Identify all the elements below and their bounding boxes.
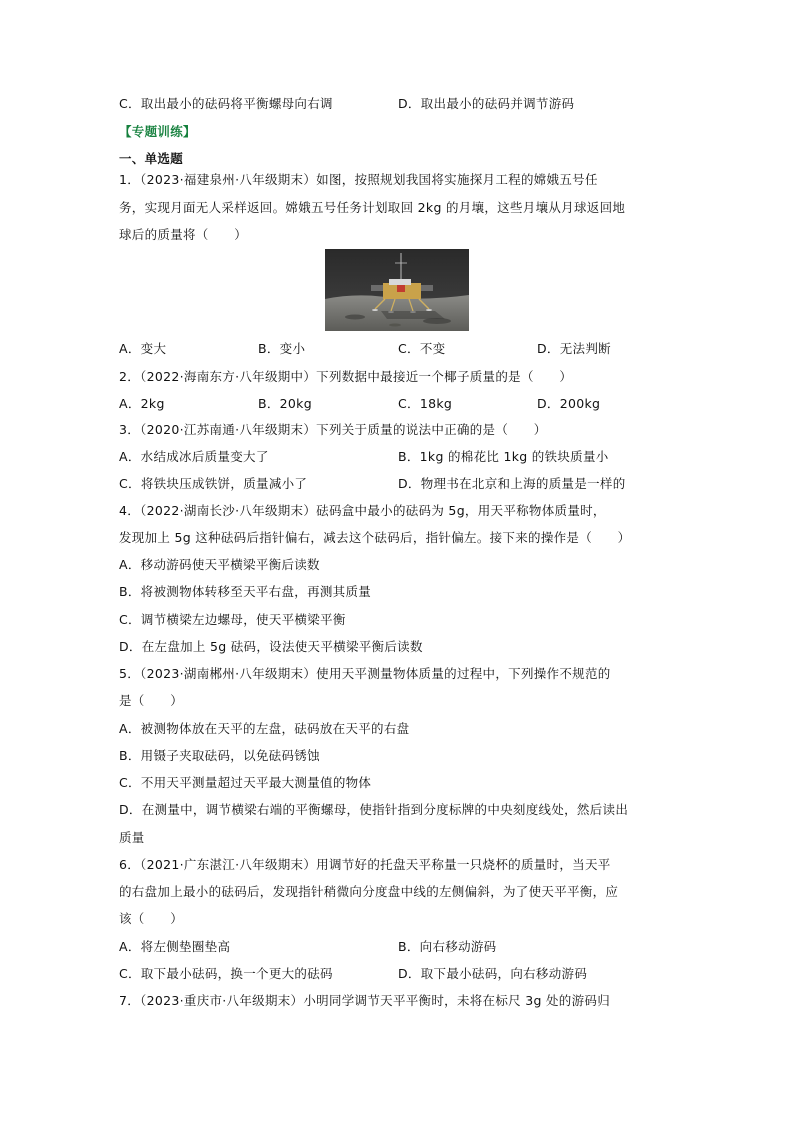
q3-option-c: C．将铁块压成铁饼，质量减小了 bbox=[119, 476, 308, 491]
q1-option-d: D．无法判断 bbox=[537, 341, 611, 356]
q5-line-1: 5．（2023·湖南郴州·八年级期末）使用天平测量物体质量的过程中，下列操作不规范的 bbox=[119, 666, 611, 681]
q3-stem: 3．（2020·江苏南通·八年级期末）下列关于质量的说法中正确的是（ ） bbox=[119, 422, 547, 437]
q7-line-1: 7．（2023·重庆市·八年级期末）小明同学调节天平平衡时，未将在标尺 3g 处的游码归 bbox=[119, 993, 610, 1008]
q4-option-b: B．将被测物体转移至天平右盘，再测其质量 bbox=[119, 584, 372, 599]
q3-option-d: D．物理书在北京和上海的质量是一样的 bbox=[398, 476, 626, 491]
section-title: 一、单选题 bbox=[119, 151, 184, 166]
q4-option-c: C．调节横梁左边螺母，使天平横梁平衡 bbox=[119, 612, 346, 627]
q1-line-3: 球后的质量将（ ） bbox=[119, 227, 248, 242]
option-d: D．取出最小的砝码并调节游码 bbox=[398, 96, 575, 111]
q1-option-c: C．不变 bbox=[398, 341, 446, 356]
q4-line-1: 4．（2022·湖南长沙·八年级期末）砝码盒中最小的砝码为 5g，用天平称物体质量时， bbox=[119, 503, 606, 518]
q6-line-2: 的右盘加上最小的砝码后，发现指针稍微向分度盘中线的左侧偏斜，为了使天平平衡，应 bbox=[119, 884, 619, 899]
q5-option-a: A．被测物体放在天平的左盘，砝码放在天平的右盘 bbox=[119, 721, 410, 736]
q2-option-b: B．20kg bbox=[258, 396, 312, 411]
lunar-lander-illustration bbox=[325, 249, 469, 331]
q2-option-d: D．200kg bbox=[537, 396, 601, 411]
q5-option-d-cont: 质量 bbox=[119, 830, 145, 845]
q4-option-d: D．在左盘加上 5g 砝码，设法使天平横梁平衡后读数 bbox=[119, 639, 423, 654]
q1-line-1: 1．（2023·福建泉州·八年级期末）如图，按照规划我国将实施探月工程的嫦娥五号任 bbox=[119, 172, 598, 187]
q6-line-3: 该（ ） bbox=[119, 911, 184, 926]
q2-option-c: C．18kg bbox=[398, 396, 453, 411]
q6-option-b: B．向右移动游码 bbox=[398, 939, 497, 954]
q1-option-b: B．变小 bbox=[258, 341, 306, 356]
q5-option-b: B．用镊子夹取砝码，以免砝码锈蚀 bbox=[119, 748, 320, 763]
q5-option-d: D．在测量中，调节横梁右端的平衡螺母，使指针指到分度标牌的中央刻度线处，然后读出 bbox=[119, 802, 629, 817]
q4-option-a: A．移动游码使天平横梁平衡后读数 bbox=[119, 557, 320, 572]
q1-option-a: A．变大 bbox=[119, 341, 167, 356]
q5-line-2: 是（ ） bbox=[119, 693, 184, 708]
q3-option-b: B．1kg 的棉花比 1kg 的铁块质量小 bbox=[398, 449, 609, 464]
option-c: C．取出最小的砝码将平衡螺母向右调 bbox=[119, 96, 333, 111]
q1-line-2: 务，实现月面无人采样返回。嫦娥五号任务计划取回 2kg 的月壤，这些月壤从月球返回地 bbox=[119, 200, 626, 215]
q2-option-a: A．2kg bbox=[119, 396, 165, 411]
lunar-lander-image bbox=[325, 249, 469, 331]
q2-stem: 2．（2022·海南东方·八年级期中）下列数据中最接近一个椰子质量的是（ ） bbox=[119, 369, 573, 384]
q6-option-a: A．将左侧垫圈垫高 bbox=[119, 939, 231, 954]
q6-option-c: C．取下最小砝码，换一个更大的砝码 bbox=[119, 966, 333, 981]
q6-option-d: D．取下最小砝码，向右移动游码 bbox=[398, 966, 588, 981]
q4-line-2: 发现加上 5g 这种砝码后指针偏右，减去这个砝码后，指针偏左。接下来的操作是（ ） bbox=[119, 530, 631, 545]
section-tag: 【专题训练】 bbox=[119, 124, 196, 139]
q6-line-1: 6．（2021·广东湛江·八年级期末）用调节好的托盘天平称量一只烧杯的质量时，当天平 bbox=[119, 857, 611, 872]
q5-option-c: C．不用天平测量超过天平最大测量值的物体 bbox=[119, 775, 372, 790]
q3-option-a: A．水结成冰后质量变大了 bbox=[119, 449, 269, 464]
